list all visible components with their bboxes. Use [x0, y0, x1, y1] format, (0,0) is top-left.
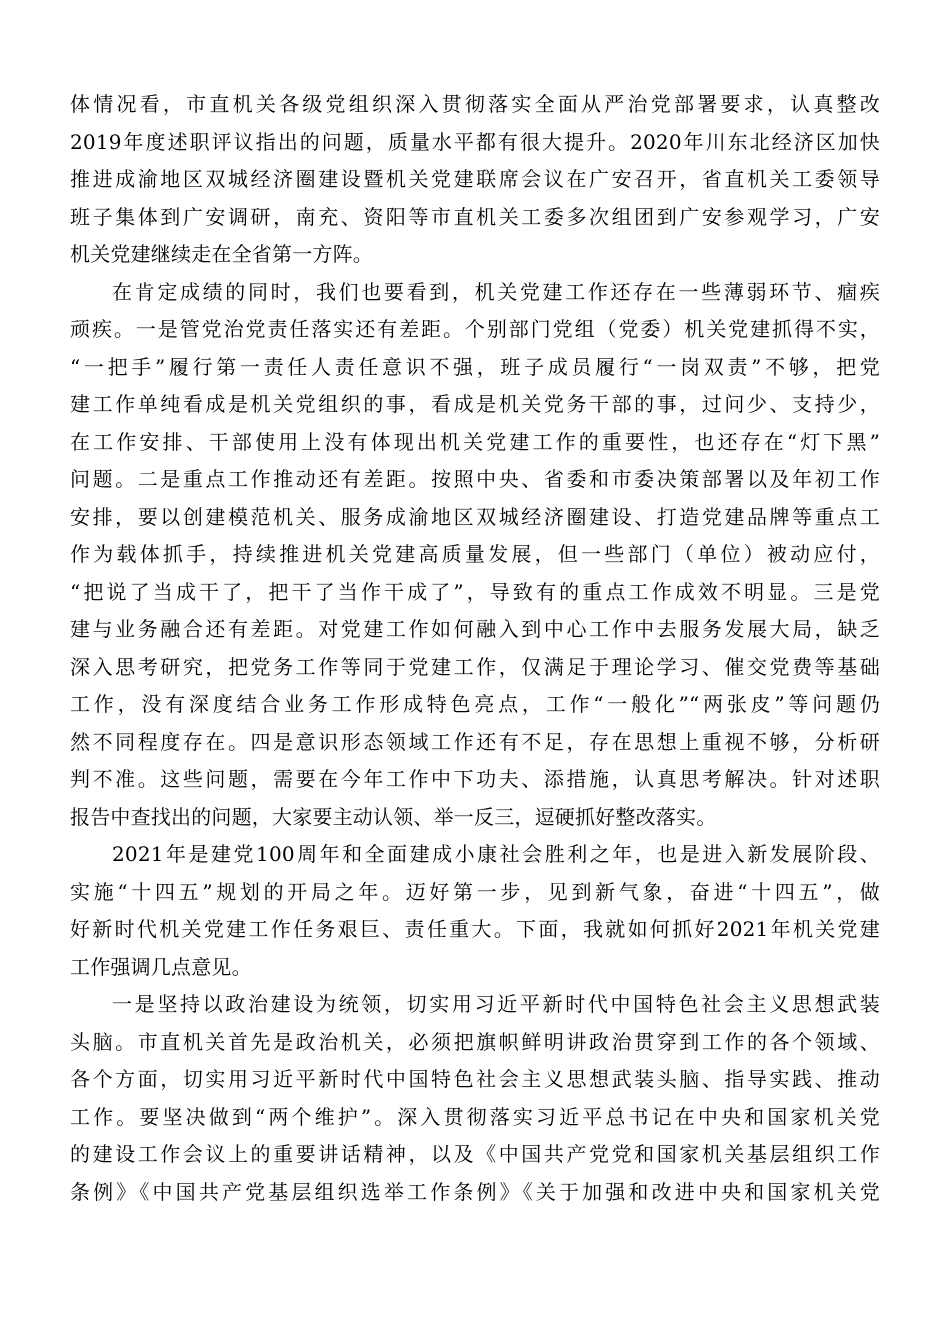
text-line: 推进成渝地区双城经济圈建设暨机关党建联席会议在广安召开，省直机关工委领导	[70, 167, 880, 191]
text-line: 工作。要坚决做到“两个维护”。深入贯彻落实习近平总书记在中央和国家机关党	[70, 1104, 880, 1129]
text-line: 好新时代机关党建工作任务艰巨、责任重大。下面，我就如何抓好2021年机关党建	[70, 917, 880, 941]
text-line: 建工作单纯看成是机关党组织的事，看成是机关党务干部的事，过问少、支持少，	[70, 392, 880, 416]
text-line: 深入思考研究，把党务工作等同于党建工作，仅满足于理论学习、催交党费等基础	[70, 654, 880, 679]
text-line: 建与业务融合还有差距。对党建工作如何融入到中心工作中去服务发展大局，缺乏	[70, 617, 880, 641]
paragraph-2021-outlook	[70, 836, 880, 986]
text-line: 在肯定成绩的同时，我们也要看到，机关党建工作还存在一些薄弱环节、痼疾	[112, 279, 880, 304]
text-line: 工作，没有深度结合业务工作形成特色亮点，工作“一般化”“两张皮”等问题仍	[70, 692, 880, 716]
paragraph-achievements	[70, 86, 880, 274]
text-line: 报告中查找出的问题，大家要主动认领、举一反三，逗硬抓好整改落实。	[70, 804, 717, 829]
paragraph-weaknesses	[70, 274, 880, 837]
text-line: 各个方面，切实用习近平新时代中国特色社会主义思想武装头脑、指导实践、推动	[70, 1067, 880, 1091]
text-line: 顽疾。一是管党治党责任落实还有差距。个别部门党组（党委）机关党建抓得不实，	[70, 317, 880, 341]
text-line: 2021年是建党100周年和全面建成小康社会胜利之年，也是进入新发展阶段、	[112, 842, 880, 866]
text-line: “一把手”履行第一责任人责任意识不强，班子成员履行“一岗双责”不够，把党	[70, 354, 880, 379]
text-line: 作为载体抓手，持续推进机关党建高质量发展，但一些部门（单位）被动应付，	[70, 542, 880, 566]
text-line: “把说了当成干了，把干了当作干成了”，导致有的重点工作成效不明显。三是党	[70, 579, 880, 604]
text-line: 头脑。市直机关首先是政治机关，必须把旗帜鲜明讲政治贯穿到工作的各个领域、	[70, 1029, 880, 1054]
text-line: 判不准。这些问题，需要在今年工作中下功夫、添措施，认真思考解决。针对述职	[70, 767, 880, 791]
text-line: 的建设工作会议上的重要讲话精神，以及《中国共产党党和国家机关基层组织工作	[70, 1142, 880, 1166]
text-line: 机关党建继续走在全省第一方阵。	[70, 242, 373, 266]
paragraph-political-building	[70, 986, 880, 1211]
text-line: 体情况看，市直机关各级党组织深入贯彻落实全面从严治党部署要求，认真整改	[70, 92, 880, 116]
text-line: 在工作安排、干部使用上没有体现出机关党建工作的重要性，也还存在“灯下黑”	[70, 429, 880, 454]
text-line: 然不同程度存在。四是意识形态领域工作还有不足，存在思想上重视不够，分析研	[70, 729, 880, 754]
document-body	[70, 86, 880, 1211]
text-line: 条例》《中国共产党基层组织选举工作条例》《关于加强和改进中央和国家机关党	[70, 1179, 880, 1204]
text-line: 班子集体到广安调研，南充、资阳等市直机关工委多次组团到广安参观学习，广安	[70, 204, 880, 229]
text-line: 2019年度述职评议指出的问题，质量水平都有很大提升。2020年川东北经济区加快	[70, 129, 880, 154]
text-line: 一是坚持以政治建设为统领，切实用习近平新时代中国特色社会主义思想武装	[112, 992, 880, 1016]
text-line: 工作强调几点意见。	[70, 954, 252, 979]
text-line: 问题。二是重点工作推动还有差距。按照中央、省委和市委决策部署以及年初工作	[70, 467, 880, 491]
text-line: 安排，要以创建模范机关、服务成渝地区双城经济圈建设、打造党建品牌等重点工	[70, 504, 880, 529]
text-line: 实施“十四五”规划的开局之年。迈好第一步，见到新气象，奋进“十四五”，做	[70, 879, 880, 904]
